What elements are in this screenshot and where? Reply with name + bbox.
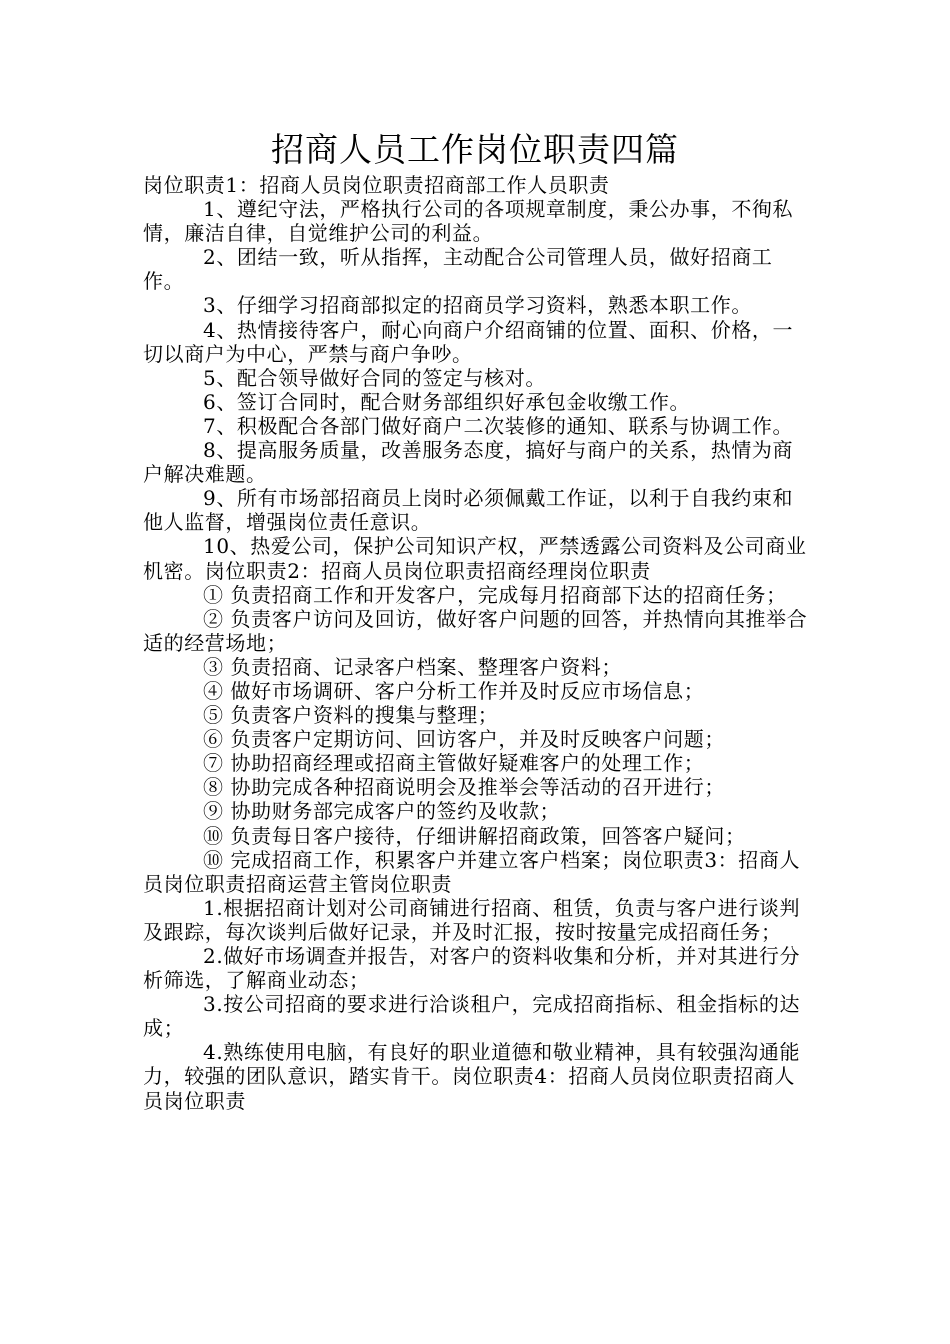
section-heading-1: 岗位职责1：招商人员岗位职责招商部工作人员职责	[143, 173, 610, 197]
manager-duty-5: ⑤ 负责客户资料的搜集与整理；	[203, 703, 499, 728]
manager-duty-7: ⑦ 协助招商经理或招商主管做好疑难客户的处理工作；	[203, 751, 705, 776]
manager-duty-6: ⑥ 负责客户定期访问、回访客户，并及时反映客户问题；	[203, 727, 725, 752]
supervisor-duty-3: 3.按公司招商的要求进行洽谈租户，完成招商指标、租金指标的达成；	[143, 992, 801, 1041]
supervisor-duty-2: 2.做好市场调查并报告，对客户的资料收集和分析，并对其进行分析筛选，了解商业动态；	[143, 944, 801, 993]
duty-item-6: 6、签订合同时，配合财务部组织好承包金收缴工作。	[203, 389, 691, 414]
manager-duty-10: ⑩ 负责每日客户接待，仔细讲解招商政策，回答客户疑问；	[203, 823, 746, 848]
duty-item-4: 4、热情接待客户，耐心向商户介绍商铺的位置、面积、价格，一切以商户为中心，严禁与商户争吵。	[143, 317, 794, 366]
supervisor-duty-1: 1.根据招商计划对公司商铺进行招商、租赁，负责与客户进行谈判及跟踪，每次谈判后做好记录，并及时汇报，按时按量完成招商任务；	[143, 895, 801, 944]
manager-duty-8: ⑧ 协助完成各种招商说明会及推举会等活动的召开进行；	[203, 775, 725, 800]
duty-item-1: 1、遵纪守法，严格执行公司的各项规章制度，秉公办事，不徇私情，廉洁自律，自觉维护公司的利益。	[143, 197, 794, 246]
duty-item-10: 10、热爱公司，保护公司知识产权，严禁透露公司资料及公司商业机密。岗位职责2：招商人员岗位职责招商经理岗位职责	[143, 534, 807, 583]
duty-item-9: 9、所有市场部招商员上岗时必须佩戴工作证，以利于自我约束和他人监督，增强岗位责任意识。	[143, 486, 794, 535]
manager-duty-4: ④ 做好市场调研、客户分析工作并及时反应市场信息；	[203, 678, 705, 703]
duty-item-5: 5、配合领导做好合同的签定与核对。	[203, 365, 546, 390]
duty-item-2: 2、团结一致，听从指挥，主动配合公司管理人员，做好招商工作。	[143, 245, 773, 294]
manager-duty-3: ③ 负责招商、记录客户档案、整理客户资料；	[203, 654, 622, 679]
duty-item-7: 7、积极配合各部门做好商户二次装修的通知、联系与协调工作。	[203, 413, 794, 438]
document-body	[143, 173, 813, 1113]
manager-duty-9: ⑨ 协助财务部完成客户的签约及收款；	[203, 799, 561, 824]
manager-duty-2: ② 负责客户访问及回访，做好客户问题的回答，并热情向其推举合适的经营场地；	[143, 606, 808, 655]
duty-item-8: 8、提高服务质量，改善服务态度，搞好与商户的关系，热情为商户解决难题。	[143, 438, 794, 487]
document-title: 招商人员工作岗位职责四篇	[271, 130, 679, 169]
duty-item-3: 3、仔细学习招商部拟定的招商员学习资料，熟悉本职工作。	[203, 293, 752, 318]
manager-duty-11: ⑩ 完成招商工作，积累客户并建立客户档案；岗位职责3：招商人员岗位职责招商运营主管岗位职责	[143, 847, 801, 896]
manager-duty-1: ① 负责招商工作和开发客户，完成每月招商部下达的招商任务；	[203, 582, 787, 607]
supervisor-duty-4: 4.熟练使用电脑，有良好的职业道德和敬业精神，具有较强沟通能力，较强的团队意识，踏实肯干。岗位职责4：招商人员岗位职责招商人员岗位职责	[143, 1040, 801, 1113]
